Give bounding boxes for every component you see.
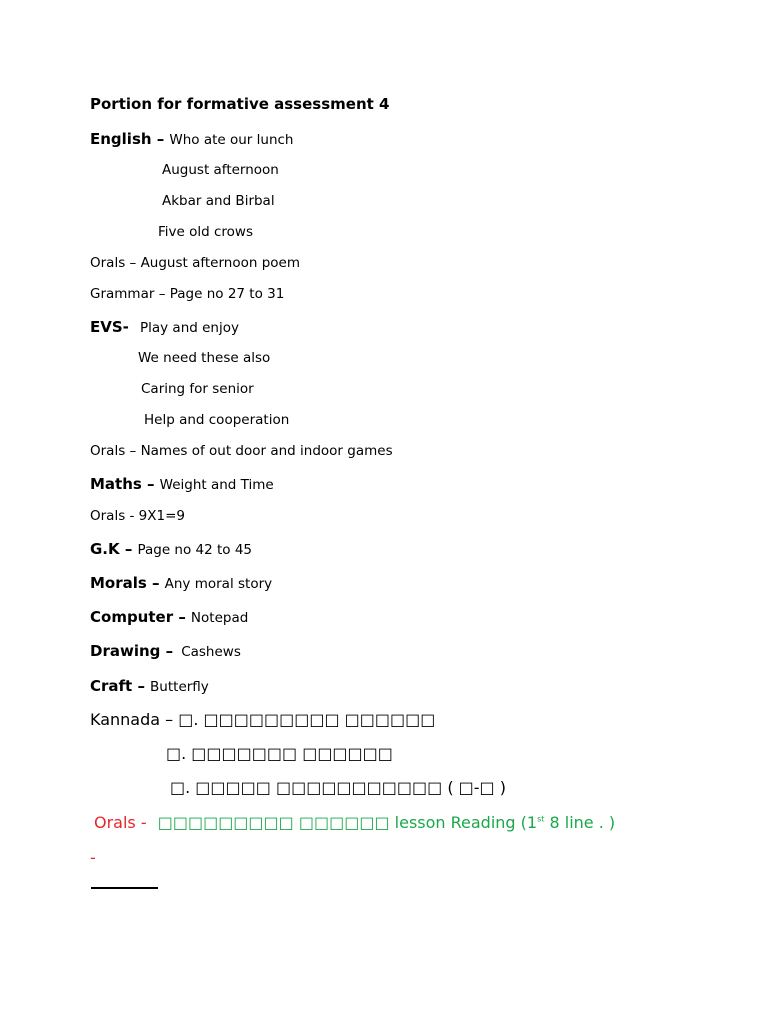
english-orals: Orals – August afternoon poem	[90, 255, 301, 271]
craft-label: Craft –	[90, 677, 145, 695]
evs-orals: Orals – Names of out door and indoor games	[90, 443, 393, 459]
craft-row	[90, 678, 209, 695]
computer-row	[90, 609, 248, 626]
maths-orals: Orals - 9X1=9	[90, 508, 186, 524]
english-item: August afternoon	[162, 162, 279, 178]
english-item: Five old crows	[158, 224, 254, 240]
kannada-orals-lesson: □□□□□□□□□ □□□□□□	[157, 813, 390, 832]
kannada-line: □. □□□□□ □□□□□□□□□□□ ( □-□ )	[170, 778, 506, 797]
drawing-label: Drawing –	[90, 642, 174, 660]
gk-row	[90, 541, 252, 558]
kannada-label: Kannada –	[90, 710, 174, 729]
maths-value: Weight and Time	[159, 477, 274, 493]
computer-label: Computer –	[90, 608, 186, 626]
computer-value: Notepad	[190, 610, 249, 626]
kannada-orals-reading	[395, 813, 615, 832]
red-dash: -	[90, 848, 96, 867]
morals-value: Any moral story	[164, 576, 273, 592]
superscript: st	[537, 814, 545, 824]
evs-item: Caring for senior	[141, 381, 254, 397]
english-label: English –	[90, 130, 165, 148]
evs-label: EVS-	[90, 318, 129, 336]
kannada-row	[90, 712, 435, 728]
maths-row	[90, 476, 274, 493]
evs-item: We need these also	[138, 350, 271, 366]
drawing-value: Cashews	[181, 644, 241, 660]
gk-label: G.K –	[90, 540, 133, 558]
kannada-line: □. □□□□□□□ □□□□□□	[166, 744, 393, 763]
english-item: Who ate our lunch	[169, 132, 294, 148]
gk-value: Page no 42 to 45	[137, 542, 253, 558]
evs-item: Help and cooperation	[144, 412, 290, 428]
maths-label: Maths –	[90, 475, 155, 493]
kannada-line: □. □□□□□□□□□ □□□□□□	[178, 710, 436, 729]
drawing-row	[90, 643, 241, 660]
english-item: Akbar and Birbal	[162, 193, 275, 209]
kannada-orals-row	[94, 815, 615, 831]
evs-row	[90, 319, 239, 336]
evs-item: Play and enjoy	[139, 320, 239, 336]
english-row	[90, 131, 294, 148]
english-grammar: Grammar – Page no 27 to 31	[90, 286, 285, 302]
morals-row	[90, 575, 272, 592]
reading-text: lesson Reading (1	[394, 813, 538, 832]
reading-text-end: 8 line . )	[544, 813, 616, 832]
craft-value: Butterfly	[150, 679, 209, 695]
morals-label: Morals –	[90, 574, 160, 592]
underline-rule	[91, 887, 158, 889]
page-title: Portion for formative assessment 4	[90, 95, 390, 113]
kannada-orals-label: Orals -	[94, 813, 147, 832]
